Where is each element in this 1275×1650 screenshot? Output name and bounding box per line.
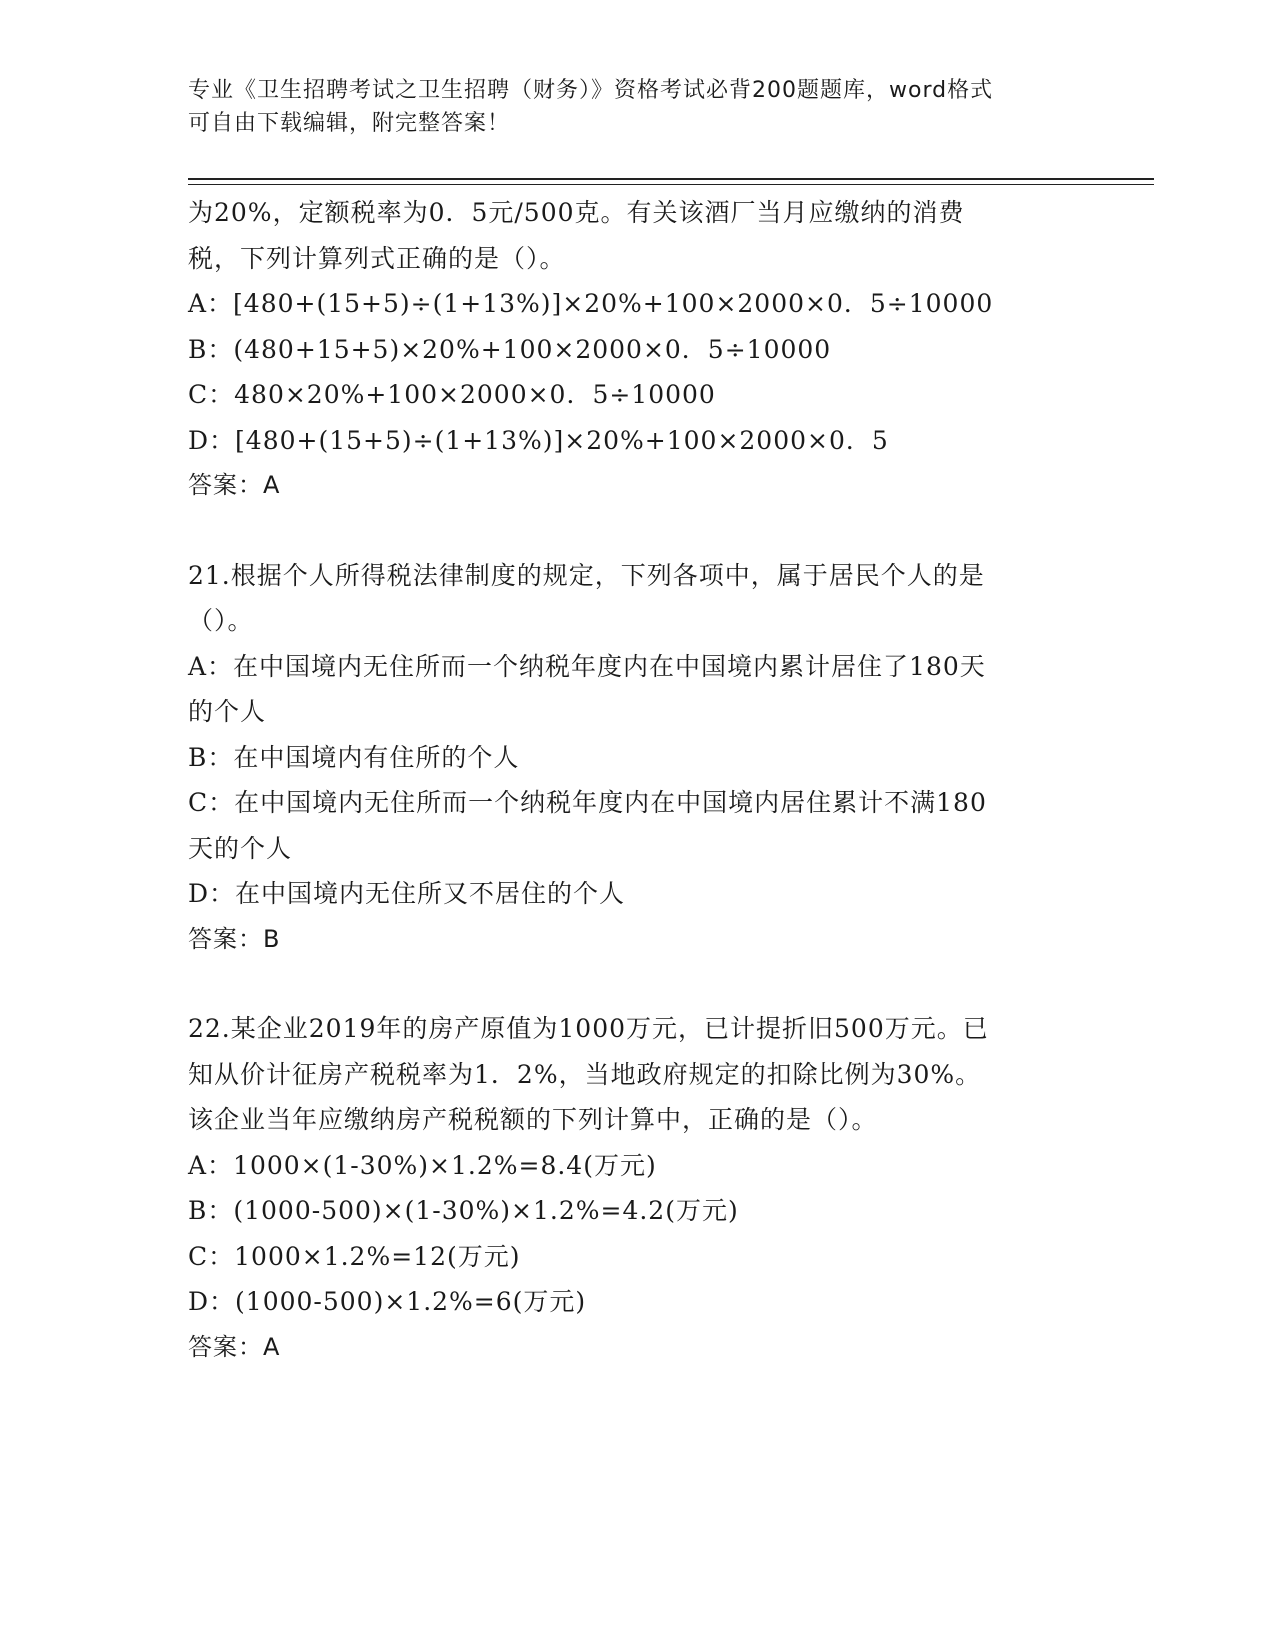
question-stem-line: 22.某企业2019年的房产原值为1000万元，已计提折旧500万元。已 [188,1014,989,1043]
page-header [188,74,1068,140]
option-a: A：[480+(15+5)÷(1+13%)]×20%+100×2000×0．5÷10000 [188,289,994,318]
question-21 [188,553,1088,963]
spacer [188,509,1088,553]
option-d: D：(1000-500)×1.2%=6(万元) [188,1287,587,1316]
option-d: D：在中国境内无住所又不居住的个人 [188,879,626,908]
option-b: B：在中国境内有住所的个人 [188,742,520,772]
option-c-continued: 天的个人 [188,833,293,863]
header-line-1: 专业《卫生招聘考试之卫生招聘（财务）》资格考试必背200题题库，word格式 [188,78,994,103]
spacer [188,962,1088,1006]
question-stem-line: 该企业当年应缴纳房产税税额的下列计算中，正确的是（）。 [188,1105,878,1134]
question-content [188,190,1088,1370]
option-a: A：1000×(1-30%)×1.2%=8.4(万元) [188,1150,657,1180]
option-a: A：在中国境内无住所而一个纳税年度内在中国境内累计居住了180天 [188,651,986,681]
option-b: B：(1000-500)×(1-30%)×1.2%=4.2(万元) [188,1196,739,1225]
question-stem-line: 21.根据个人所得税法律制度的规定，下列各项中，属于居民个人的是 [188,560,985,590]
header-rule-thick [188,178,1154,180]
header-rule-thin [188,184,1154,185]
option-c: C：480×20%+100×2000×0．5÷10000 [188,380,716,409]
question-22 [188,1006,1088,1370]
option-d: D：[480+(15+5)÷(1+13%)]×20%+100×2000×0．5 [188,425,889,455]
question-stem-line: 税，下列计算列式正确的是（）。 [188,243,566,273]
option-a-continued: 的个人 [188,697,267,726]
option-b: B：(480+15+5)×20%+100×2000×0．5÷10000 [188,334,832,364]
answer-line: 答案：B [188,924,281,953]
option-c: C：1000×1.2%=12(万元) [188,1241,521,1271]
question-stem-line: 为20%，定额税率为0．5元/500克。有关该酒厂当月应缴纳的消费 [188,198,965,227]
question-20 [188,190,1088,509]
header-line-2: 可自由下载编辑，附完整答案！ [188,111,511,136]
answer-line: 答案：A [188,471,281,499]
question-stem-line: 知从价计征房产税税率为1．2%，当地政府规定的扣除比例为30%。 [188,1059,982,1089]
option-c: C：在中国境内无住所而一个纳税年度内在中国境内居住累计不满180 [188,788,987,817]
answer-line: 答案：A [188,1332,281,1361]
question-stem-line: （）。 [188,606,254,635]
